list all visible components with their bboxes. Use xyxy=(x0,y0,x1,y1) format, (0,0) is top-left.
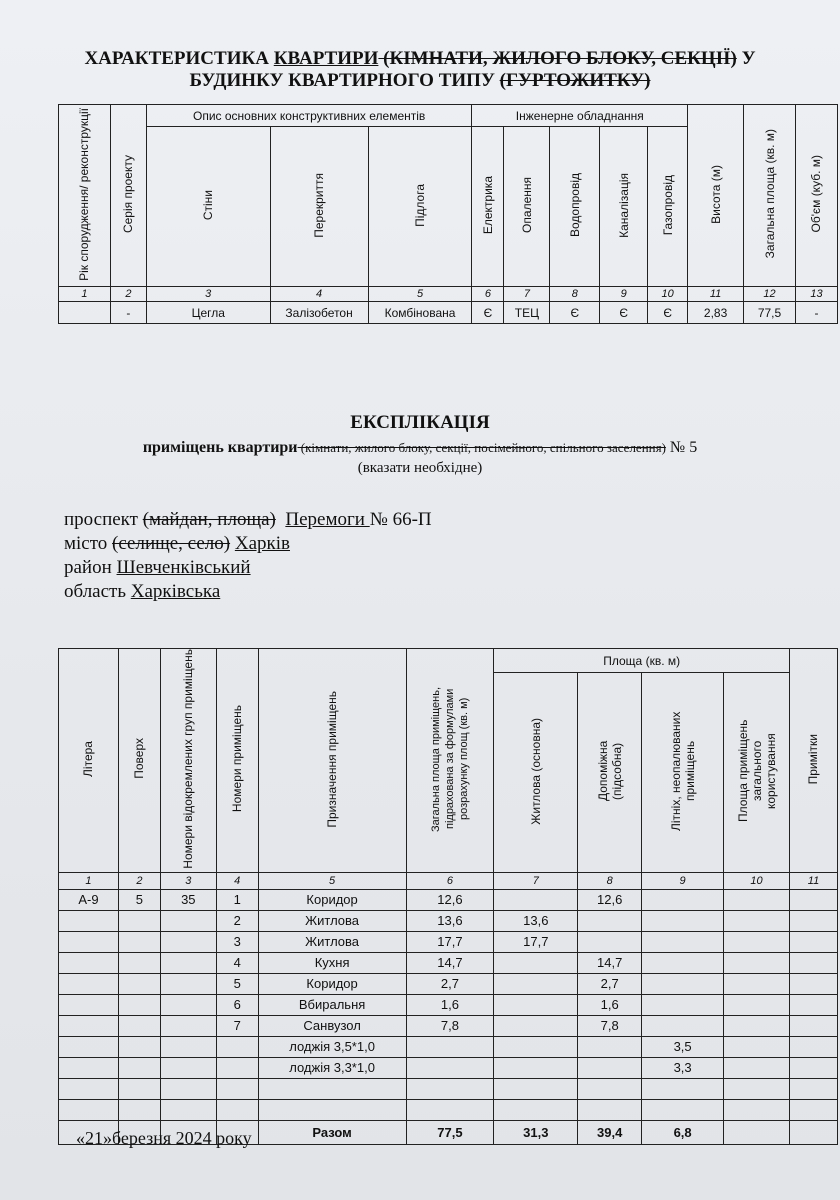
header-cell: Житлова (основна) xyxy=(494,673,578,873)
table-row: А-9 5 35 1 Коридор 12,6 12,6 xyxy=(59,889,838,910)
characteristic-title-line1 xyxy=(0,48,840,70)
title-suffix: У xyxy=(736,48,756,69)
header-cell: Примітки xyxy=(789,649,837,873)
header-cell: Серія проекту xyxy=(110,105,146,287)
group-header-engineering: Інженерне обладнання xyxy=(472,105,688,127)
header-cell: Літніх, неопалюваних приміщень xyxy=(642,673,724,873)
header-cell: Призначення приміщень xyxy=(258,649,406,873)
header-cell: Стіни xyxy=(146,127,270,287)
explication-title: ЕКСПЛІКАЦІЯ xyxy=(350,412,490,433)
header-cell: Загальна площа (кв. м) xyxy=(744,105,796,287)
explication-table xyxy=(58,648,838,1145)
header-cell: Об'єм (куб. м) xyxy=(795,105,837,287)
table-row xyxy=(59,1099,838,1120)
explication-note: (вказати необхідне) xyxy=(357,460,483,476)
address-city: місто (селище, село) Харків xyxy=(64,533,290,554)
header-cell: Підлога xyxy=(368,127,472,287)
table-row xyxy=(59,1078,838,1099)
header-cell: Перекриття xyxy=(270,127,368,287)
table-row: 2 Житлова 13,6 13,6 xyxy=(59,910,838,931)
header-cell: Літера xyxy=(59,649,119,873)
title-text: ХАРАКТЕРИСТИКА xyxy=(84,48,274,69)
table-row: 6 Вбиральня 1,6 1,6 xyxy=(59,994,838,1015)
header-cell: Загальна площа приміщень, підрахована за формулами розрахунку площ (кв. м) xyxy=(406,649,494,873)
column-numbers-row: 1 2 3 4 5 6 7 8 9 10 11 12 13 xyxy=(59,287,838,302)
header-cell: Газопровід xyxy=(648,127,688,287)
title-text: БУДИНКУ КВАРТИРНОГО ТИПУ xyxy=(189,70,500,91)
explication-rows xyxy=(59,889,838,1120)
characteristics-table xyxy=(58,104,838,324)
header-cell: Водопровід xyxy=(550,127,600,287)
title-strike: (ГУРТОЖИТКУ) xyxy=(499,70,651,91)
title-underlined: КВАРТИРИ xyxy=(273,48,379,69)
table-row: лоджія 3,5*1,0 3,5 xyxy=(59,1036,838,1057)
total-row: Разом 77,5 31,3 39,4 6,8 xyxy=(59,1120,838,1144)
header-cell: Рік спорудження/ реконструкції xyxy=(59,105,111,287)
header-cell: Висота (м) xyxy=(688,105,744,287)
table-row: 3 Житлова 17,7 17,7 xyxy=(59,931,838,952)
document-date: «21»березня 2024 року xyxy=(76,1128,252,1148)
title-strike: (КІМНАТИ, ЖИЛОГО БЛОКУ, СЕКЦІЇ) xyxy=(378,48,737,69)
characteristic-title-line2 xyxy=(0,70,840,92)
header-cell: Поверх xyxy=(118,649,160,873)
header-cell: Опалення xyxy=(504,127,550,287)
header-cell: Допоміжна (підсобна) xyxy=(578,673,642,873)
table-row: 5 Коридор 2,7 2,7 xyxy=(59,973,838,994)
address-street: проспект (майдан, площа) Перемоги № 66-П xyxy=(64,509,432,530)
header-cell: Електрика xyxy=(472,127,504,287)
table-row: лоджія 3,3*1,0 3,3 xyxy=(59,1057,838,1078)
group-header-area: Площа (кв. м) xyxy=(494,649,790,673)
header-cell: Каналізація xyxy=(600,127,648,287)
header-cell: Номери відокремлених груп приміщень xyxy=(160,649,216,873)
address-district: район Шевченківський xyxy=(64,557,251,578)
column-numbers-row: 1 2 3 4 5 6 7 8 9 10 11 xyxy=(59,872,838,889)
table-row: 4 Кухня 14,7 14,7 xyxy=(59,952,838,973)
table-row: - Цегла Залізобетон Комбінована Є ТЕЦ Є Є Є 2,83 77,5 - xyxy=(59,302,838,324)
header-cell: Номери приміщень xyxy=(216,649,258,873)
group-header-description: Опис основних конструктивних елементів xyxy=(146,105,472,127)
table-row: 7 Санвузол 7,8 7,8 xyxy=(59,1015,838,1036)
explication-subtitle: приміщень квартири (кімнати, жилого блоку, секції, посімейного, спільного заселення) № 5 xyxy=(142,439,698,456)
header-cell: Площа приміщень загального користування xyxy=(724,673,790,873)
address-region: область Харківська xyxy=(64,581,221,602)
